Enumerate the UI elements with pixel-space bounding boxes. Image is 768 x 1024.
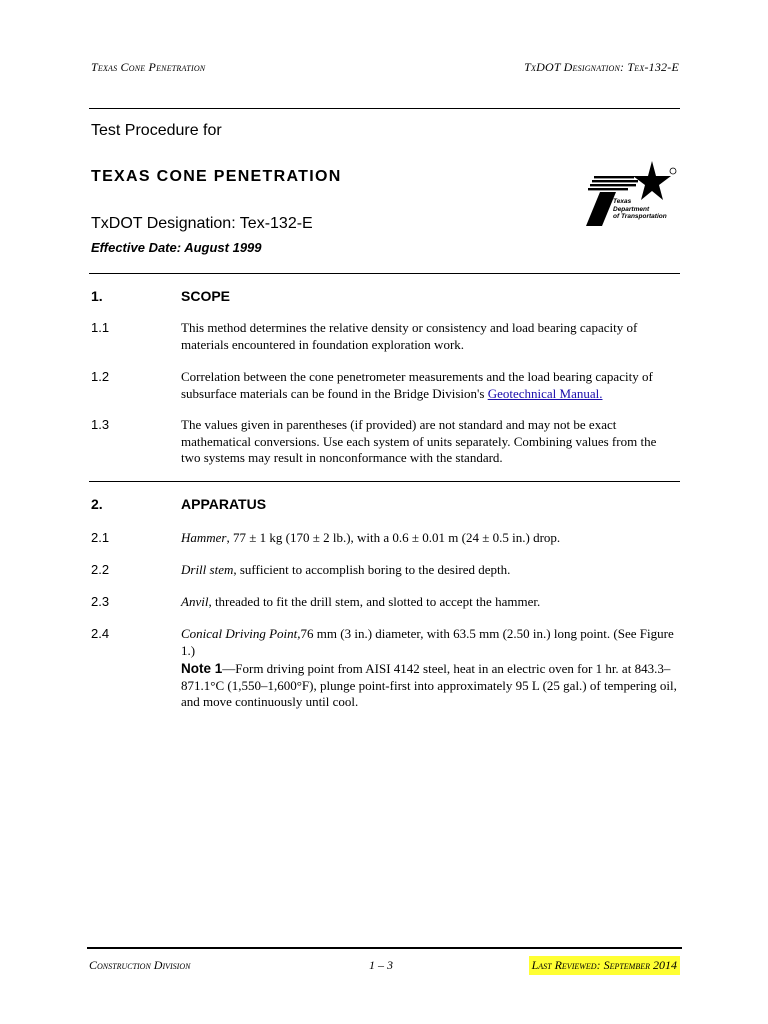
procedure-for-label: Test Procedure for (91, 122, 222, 139)
note-body: Form driving point from AISI 4142 steel, heat in an electric oven for 1 hr. at 843.3–871.1°C (1,550–1,600°F), plunge point-first into approximately 95 L (25 gal.) of tempering oil, and move continuously until cool. (181, 661, 677, 709)
section-title: APPARATUS (181, 496, 267, 512)
footer-rule (87, 947, 682, 949)
item-rest: 76 mm (3 in.) diameter, with 63.5 mm (2.50 in.) long point. (See Figure 1.) (181, 626, 674, 658)
item-term: Drill stem (181, 562, 234, 577)
logo-line-1: Texas (613, 198, 632, 205)
item-text: This method determines the relative density or consistency and load bearing capacity of materials encountered in foundation exploration work. (181, 320, 638, 352)
item-text (181, 530, 677, 547)
logo-line-2: Department (613, 205, 650, 213)
item-number: 2.4 (91, 626, 110, 641)
item-text (181, 594, 677, 611)
geotechnical-manual-link[interactable]: Geotechnical Manual. (487, 385, 603, 401)
section-title: SCOPE (181, 288, 231, 304)
item-text (181, 562, 677, 579)
designation: TxDOT Designation: Tex-132-E (91, 215, 313, 232)
item-number: 2.2 (91, 562, 110, 577)
running-header (91, 60, 679, 76)
page-number: 1 – 3 (369, 958, 393, 972)
note-text (181, 661, 677, 711)
item-text: The values given in parentheses (if provided) are not standard and may not be exact mathematical conversions. Use each system of units separately. Combining values from the two systems may result in nonconformance with the standard. (181, 417, 657, 465)
item-number: 1.2 (91, 369, 110, 384)
txdot-logo (586, 158, 680, 230)
section-rule-1 (89, 273, 680, 274)
item-term: Hammer (181, 530, 227, 545)
item-text (181, 369, 677, 402)
header-rule (89, 108, 680, 109)
section-number: 1. (91, 288, 103, 304)
header-left: Texas Cone Penetration (91, 60, 206, 74)
page-title: TEXAS CONE PENETRATION (91, 168, 342, 185)
note-dash: — (222, 661, 236, 676)
item-number: 2.3 (91, 594, 110, 609)
item-term: Anvil (181, 594, 209, 609)
note-label: Note 1 (181, 661, 223, 676)
item-number: 1.3 (91, 417, 110, 432)
section-number: 2. (91, 496, 103, 512)
logo-text (613, 198, 683, 221)
item-rest: , 77 ± 1 kg (170 ± 2 lb.), with a 0.6 ± 0.01 m (24 ± 0.5 in.) drop. (226, 530, 561, 545)
item-rest: , sufficient to accomplish boring to the desired depth. (233, 562, 511, 577)
footer (89, 958, 680, 976)
item-term: Conical Driving Point, (181, 626, 301, 641)
section-rule-2 (89, 481, 680, 482)
effective-date: Effective Date: August 1999 (91, 240, 262, 255)
item-text (181, 626, 677, 659)
item-rest: , threaded to fit the drill stem, and slotted to accept the hammer. (208, 594, 541, 609)
item-number: 2.1 (91, 530, 110, 545)
footer-left: Construction Division (89, 958, 191, 972)
item-number: 1.1 (91, 320, 110, 335)
last-reviewed: Last Reviewed: September 2014 (529, 956, 680, 975)
item-text-body: Correlation between the cone penetrometer measurements and the load bearing capacity of subsurface materials can be found in the Bridge Division's (181, 369, 653, 401)
logo-line-3: of Transportation (613, 213, 667, 220)
header-right: TxDOT Designation: Tex-132-E (524, 60, 679, 74)
